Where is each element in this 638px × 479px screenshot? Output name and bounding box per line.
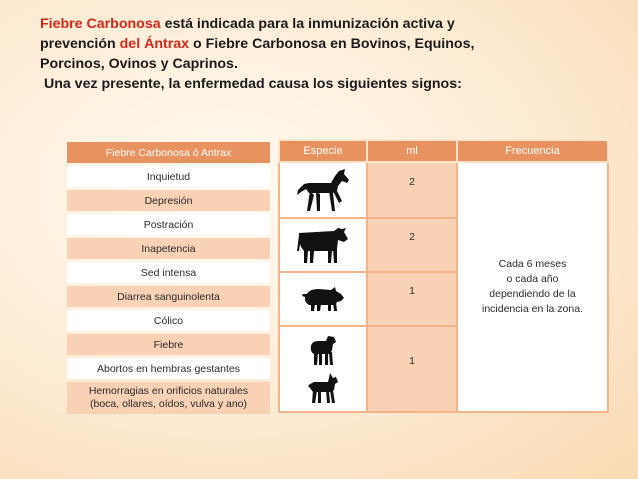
species-cell bbox=[279, 326, 367, 412]
frequency-line: o cada año bbox=[506, 273, 559, 285]
ml-cell bbox=[367, 218, 457, 272]
sign-cell bbox=[67, 382, 270, 414]
frequency-cell bbox=[457, 162, 608, 412]
intro-line-2-rest: o Fiebre Carbonosa en Bovinos, Equinos, bbox=[189, 36, 475, 52]
goat-icon bbox=[306, 372, 340, 404]
intro-line-4: Una vez presente, la enfermedad causa los siguientes signos: bbox=[40, 76, 462, 92]
table-row bbox=[67, 382, 270, 414]
intro-line-1-rest: está indicada para la inmunización activa y bbox=[160, 16, 455, 32]
species-cell bbox=[279, 218, 367, 272]
table-row bbox=[67, 214, 270, 235]
signs-table bbox=[67, 139, 270, 417]
horse-icon bbox=[295, 167, 351, 213]
ml-cell bbox=[367, 162, 457, 218]
intro-line-1 bbox=[40, 14, 600, 34]
frequency-line: Cada 6 meses bbox=[498, 258, 567, 270]
table-row bbox=[67, 190, 270, 211]
intro-highlight-antrax: del Ántrax bbox=[119, 36, 190, 52]
sign-cell: Abortos en hembras gestantes bbox=[67, 358, 270, 379]
species-cell bbox=[279, 272, 367, 326]
ml-cell bbox=[367, 272, 457, 326]
cow-icon bbox=[296, 225, 350, 265]
sign-cell: Sed intensa bbox=[67, 262, 270, 283]
sign-cell: Fiebre bbox=[67, 334, 270, 355]
table-row bbox=[67, 358, 270, 379]
intro-line-2-start: prevención bbox=[40, 36, 120, 52]
sign-cell: Postración bbox=[67, 214, 270, 235]
intro-text bbox=[40, 14, 600, 94]
sign-cell: Inquietud bbox=[67, 166, 270, 187]
sign-line: (boca, ollares, oídos, vulva y ano) bbox=[90, 398, 247, 410]
intro-line-2 bbox=[40, 34, 600, 54]
sign-cell: Depresión bbox=[67, 190, 270, 211]
table-row bbox=[279, 162, 608, 218]
sign-line: Hemorragias en orificios naturales bbox=[88, 385, 249, 397]
ml-value: 2 bbox=[409, 176, 415, 188]
ml-cell bbox=[367, 326, 457, 412]
sheep-icon bbox=[308, 334, 338, 366]
sign-cell: Inapetencia bbox=[67, 238, 270, 259]
signs-table-header: Fiebre Carbonosa ó Antrax bbox=[67, 142, 270, 163]
table-row bbox=[67, 286, 270, 307]
intro-highlight-product: Fiebre Carbonosa bbox=[40, 16, 161, 32]
dose-table bbox=[278, 139, 609, 413]
ml-value: 2 bbox=[409, 231, 415, 243]
sign-cell: Diarrea sanguinolenta bbox=[67, 286, 270, 307]
sign-cell: Cólico bbox=[67, 310, 270, 331]
column-header-ml: ml bbox=[367, 140, 457, 162]
pig-icon bbox=[301, 286, 345, 312]
table-row bbox=[67, 166, 270, 187]
frequency-line: incidencia en la zona. bbox=[482, 303, 583, 315]
frequency-line: dependiendo de la bbox=[489, 288, 576, 300]
table-row bbox=[67, 310, 270, 331]
column-header-frecuencia: Frecuencia bbox=[457, 140, 608, 162]
ml-value: 1 bbox=[409, 285, 415, 297]
table-row bbox=[67, 334, 270, 355]
table-row bbox=[67, 238, 270, 259]
intro-line-3: Porcinos, Ovinos y Caprinos. bbox=[40, 56, 238, 72]
table-row bbox=[67, 262, 270, 283]
column-header-especie: Especie bbox=[279, 140, 367, 162]
ml-value: 1 bbox=[409, 355, 415, 367]
species-cell bbox=[279, 162, 367, 218]
